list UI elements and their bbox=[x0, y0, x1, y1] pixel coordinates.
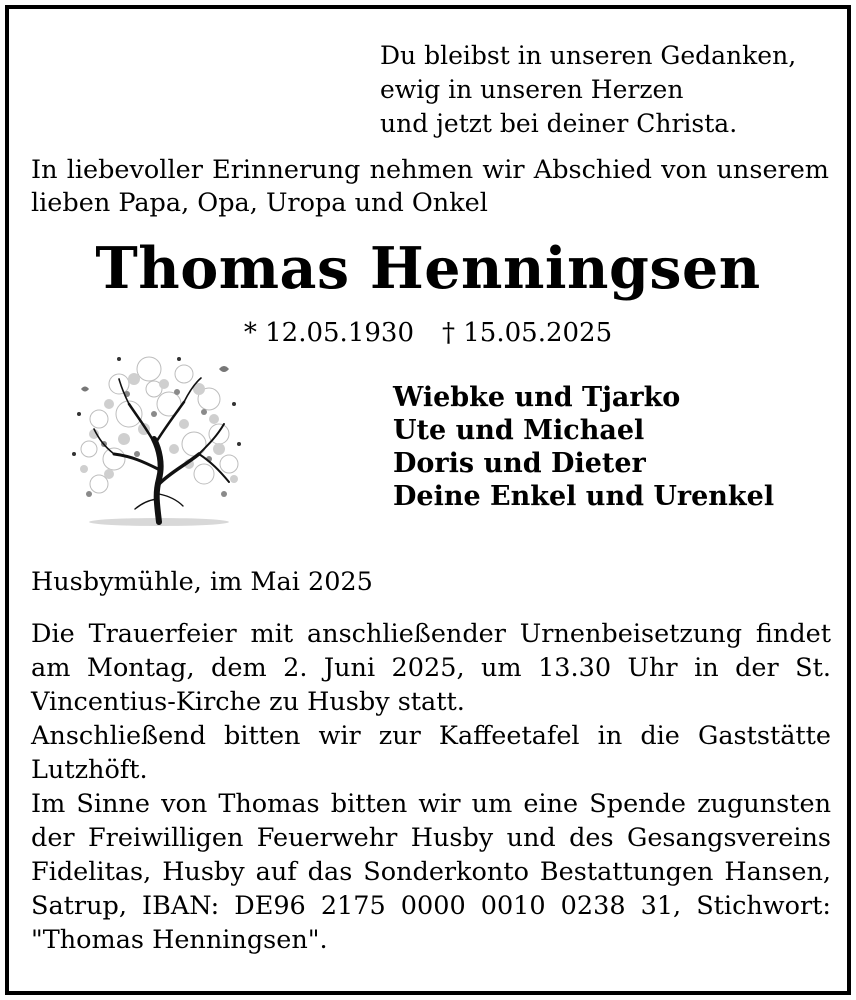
verse-line: ewig in unseren Herzen bbox=[380, 75, 684, 104]
verse-line: Du bleibst in unseren Gedanken, bbox=[380, 41, 797, 70]
family-member: Ute und Michael bbox=[393, 415, 645, 446]
place-date: Husbymühle, im Mai 2025 bbox=[31, 567, 373, 597]
donation-paragraph: Im Sinne von Thomas bitten wir um eine Spende zugunsten der Freiwilligen Feuerwehr Husby und des Gesangsvereins Fidelitas, Husby auf das Sonderkonto Bestattungen Hansen, Satrup, IBAN: DE96 2175 0000 0010 0238 31, Stichwort: "Thomas Henningsen". bbox=[31, 789, 831, 955]
birth-date: * 12.05.1930 bbox=[243, 318, 414, 348]
family-member: Wiebke und Tjarko bbox=[393, 382, 681, 413]
verse-line: und jetzt bei deiner Christa. bbox=[380, 109, 738, 138]
service-details bbox=[31, 617, 831, 957]
ceremony-paragraph: Die Trauerfeier mit anschließender Urnenbeisetzung findet am Montag, dem 2. Juni 2025, um 13.30 Uhr in der St. Vincentius-Kirche zu Husby statt. bbox=[31, 619, 831, 717]
family-list bbox=[393, 381, 774, 513]
tree-of-life-icon bbox=[59, 344, 249, 529]
death-date: † 15.05.2025 bbox=[442, 318, 613, 348]
deceased-name: Thomas Henningsen bbox=[95, 235, 761, 302]
family-member: Doris und Dieter bbox=[393, 448, 646, 479]
reception-paragraph: Anschließend bitten wir zur Kaffeetafel in die Gaststätte Lutzhöft. bbox=[31, 721, 831, 785]
intro-text: In liebevoller Erinnerung nehmen wir Abschied von unserem lieben Papa, Opa, Uropa und Onkel bbox=[31, 155, 829, 218]
family-member: Deine Enkel und Urenkel bbox=[393, 481, 775, 512]
obituary-frame bbox=[5, 5, 851, 995]
memorial-verse bbox=[380, 39, 796, 141]
